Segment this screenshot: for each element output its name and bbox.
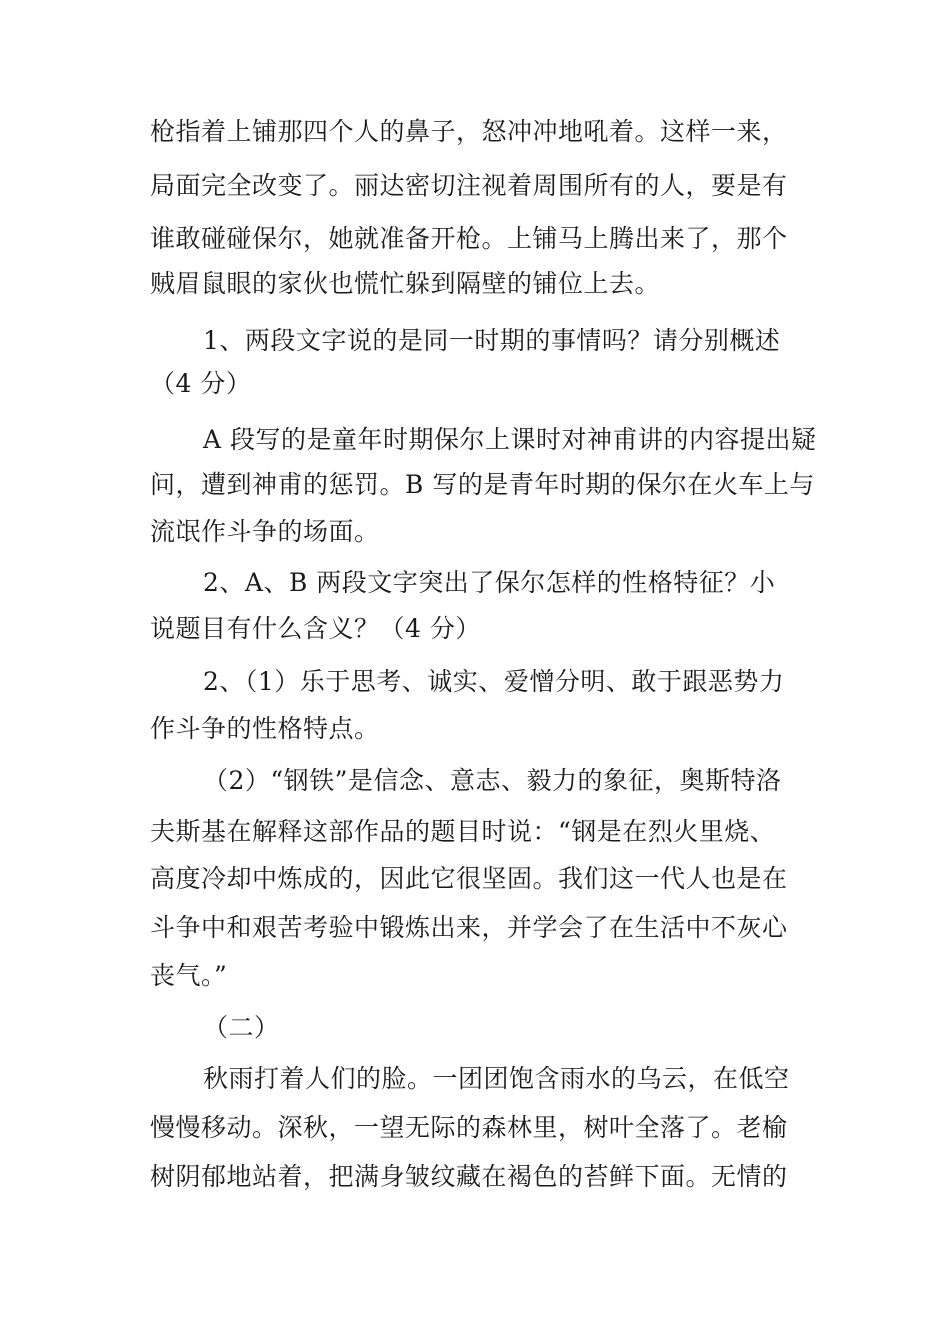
text-line: 慢慢移动。深秋，一望无际的森林里，树叶全落了。老榆 [150, 1113, 788, 1142]
answer-line: 高度冷却中炼成的，因此它很坚固。我们这一代人也是在 [150, 864, 788, 893]
answer-line: 流氓作斗争的场面。 [150, 517, 380, 546]
section-heading: （二） [203, 1013, 280, 1042]
text-line: 树阴郁地站着，把满身皱纹藏在褐色的苔鲜下面。无情的 [150, 1162, 788, 1191]
text-line: 秋雨打着人们的脸。一团团饱含雨水的乌云，在低空 [203, 1064, 790, 1093]
answer-line: 夫斯基在解释这部作品的题目时说：“钢是在烈火里烧、 [150, 817, 776, 846]
question-line: 1、两段文字说的是同一时期的事情吗？请分别概述 [203, 326, 781, 355]
question-line: 说题目有什么含义？（4 分） [150, 614, 481, 643]
text-line: 谁敢碰碰保尔，她就准备开枪。上铺马上腾出来了，那个 [150, 224, 788, 253]
text-line: 贼眉鼠眼的家伙也慌忙躲到隔壁的铺位上去。 [150, 269, 661, 298]
answer-line: （2）“钢铁”是信念、意志、毅力的象征，奥斯特洛 [203, 766, 782, 795]
text-line: 局面完全改变了。丽达密切注视着周围所有的人，要是有 [150, 171, 788, 200]
answer-line: 斗争中和艰苦考验中锻炼出来，并学会了在生活中不灰心 [150, 913, 788, 942]
answer-line: A 段写的是童年时期保尔上课时对神甫讲的内容提出疑 [203, 425, 817, 454]
question-line: 2、A、B 两段文字突出了保尔怎样的性格特征？小 [203, 568, 776, 597]
answer-line: 问，遭到神甫的惩罚。B 写的是青年时期的保尔在火车上与 [150, 470, 815, 499]
text-line: 枪指着上铺那四个人的鼻子，怒冲冲地吼着。这样一来， [150, 117, 788, 146]
answer-line: 2、（1）乐于思考、诚实、爱憎分明、敢于跟恶势力 [203, 667, 785, 696]
answer-line: 作斗争的性格特点。 [150, 714, 380, 743]
question-line: （4 分） [150, 369, 252, 398]
answer-line: 丧气。” [150, 961, 228, 990]
